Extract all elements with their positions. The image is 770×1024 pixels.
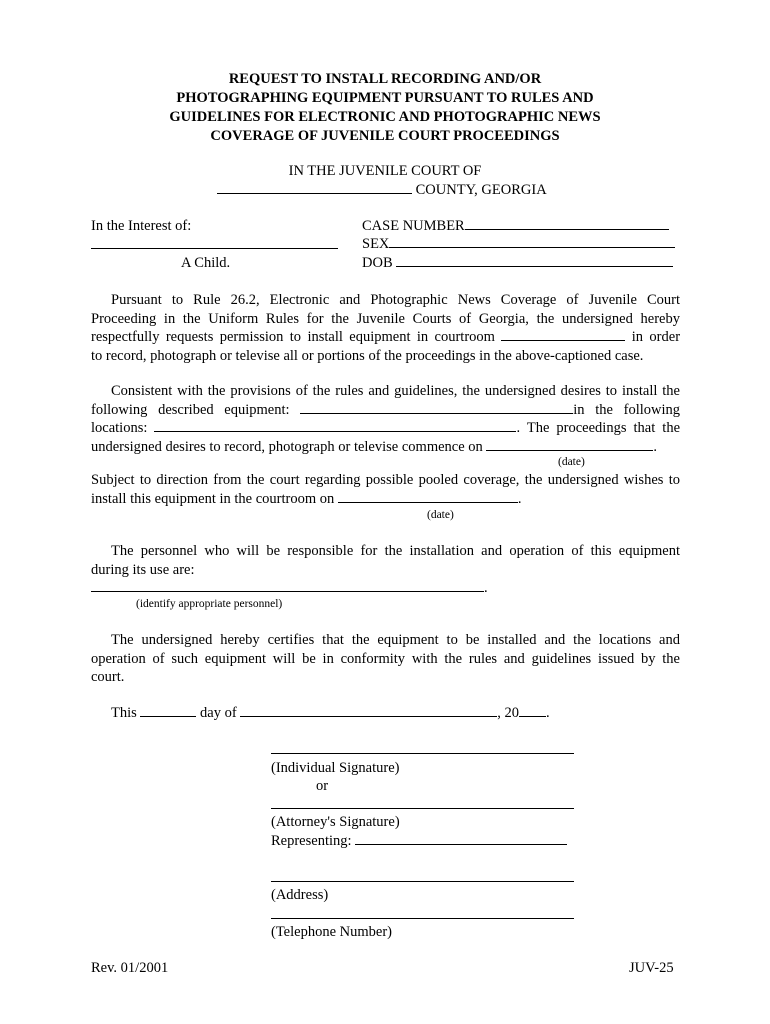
- para2-line-1: Consistent with the provisions of the rules and guidelines, the undersigned desires to install the: [111, 383, 680, 399]
- sex-label: SEX: [362, 236, 390, 252]
- form-id-label: JUV-25: [629, 960, 674, 976]
- month-blank[interactable]: [240, 705, 497, 717]
- paragraph-personnel: [91, 542, 680, 598]
- county-line: [217, 182, 547, 199]
- case-number-blank[interactable]: [465, 218, 669, 230]
- para3-line-3: .: [91, 579, 680, 598]
- form-title-line-3: GUIDELINES FOR ELECTRONIC AND PHOTOGRAPHIC NEWS: [169, 109, 601, 125]
- individual-signature-label: (Individual Signature): [271, 760, 400, 776]
- para2-line-2: following described equipment: in the following: [91, 401, 680, 418]
- revision-label: Rev. 01/2001: [91, 960, 169, 976]
- personnel-hint: (identify appropriate personnel): [136, 598, 283, 610]
- form-title-line-4: COVERAGE OF JUVENILE COURT PROCEEDINGS: [210, 128, 560, 144]
- case-number-label: CASE NUMBER: [362, 218, 465, 234]
- para1-line-2: Proceeding in the Uniform Rules for the Juvenile Courts of Georgia, the undersigned hereby: [91, 310, 680, 327]
- dateline-day-of: day of: [200, 705, 237, 721]
- para2-line-5: Subject to direction from the court regarding possible pooled coverage, the undersigned wishes to: [91, 472, 680, 488]
- locations-blank[interactable]: [154, 420, 516, 432]
- representing-blank[interactable]: [355, 833, 567, 845]
- commence-date-blank[interactable]: [486, 439, 653, 451]
- representing-label: Representing:: [271, 833, 352, 849]
- interest-label: In the Interest of:: [91, 218, 192, 234]
- para3-line-1: The personnel who will be responsible for the installation and operation of this equipment: [111, 543, 680, 559]
- para3-line-2: during its use are:: [91, 561, 195, 578]
- year-blank[interactable]: [519, 705, 546, 717]
- date-hint-2: (date): [427, 509, 454, 521]
- sex-blank[interactable]: [389, 236, 675, 248]
- child-label: A Child.: [181, 255, 231, 271]
- para2-line-6: install this equipment in the courtroom on .: [91, 490, 522, 507]
- dateline-year-prefix: , 20: [497, 705, 520, 721]
- paragraph-pooled-coverage: [91, 471, 680, 508]
- county-blank[interactable]: [217, 182, 412, 194]
- para1-line-3: respectfully requests permission to install equipment in courtroom in order: [91, 329, 681, 345]
- case-number-field: [362, 218, 669, 235]
- representing-field: [271, 833, 567, 850]
- attorney-signature-label: (Attorney's Signature): [271, 814, 400, 830]
- para4-line-1: The undersigned hereby certifies that the equipment to be installed and the locations and: [111, 632, 680, 648]
- individual-signature-line[interactable]: [271, 753, 574, 754]
- para1-line-4: to record, photograph or televise all or portions of the proceedings in the above-captioned case.: [91, 347, 644, 364]
- para4-line-2: operation of such equipment will be in conformity with the rules and guidelines issued by the: [91, 650, 680, 667]
- paragraph-equipment: [91, 382, 680, 456]
- para1-line-1: Pursuant to Rule 26.2, Electronic and Photographic News Coverage of Juvenile Court: [111, 292, 680, 308]
- court-heading: IN THE JUVENILE COURT OF: [288, 163, 482, 179]
- county-suffix: COUNTY, GEORGIA: [415, 182, 547, 198]
- form-title-line-2: PHOTOGRAPHING EQUIPMENT PURSUANT TO RULES AND: [176, 90, 594, 106]
- or-label: or: [316, 778, 329, 794]
- dateline-this: This: [111, 705, 137, 721]
- sex-field: [362, 236, 675, 253]
- child-name-blank[interactable]: [91, 248, 338, 249]
- dob-field: [362, 255, 673, 272]
- telephone-label: (Telephone Number): [271, 924, 392, 940]
- equipment-blank[interactable]: [300, 402, 573, 414]
- form-title-line-1: REQUEST TO INSTALL RECORDING AND/OR: [228, 71, 542, 87]
- para2-line-3: locations: . The proceedings that the: [91, 420, 681, 436]
- dateline: This day of , 20 .: [111, 705, 550, 721]
- address-label: (Address): [271, 887, 329, 903]
- dob-blank[interactable]: [396, 255, 673, 267]
- paragraph-certification: [91, 631, 680, 687]
- courtroom-blank[interactable]: [501, 329, 625, 341]
- personnel-blank[interactable]: [91, 580, 484, 592]
- paragraph-rule-request: [91, 291, 680, 365]
- telephone-line[interactable]: [271, 918, 574, 919]
- day-blank[interactable]: [140, 705, 196, 717]
- para2-line-4: undersigned desires to record, photograph or televise commence on .: [91, 438, 658, 455]
- address-line[interactable]: [271, 881, 574, 882]
- attorney-signature-line[interactable]: [271, 808, 574, 809]
- date-hint-1: (date): [558, 456, 585, 468]
- install-date-blank[interactable]: [338, 491, 518, 503]
- para4-line-3: court.: [91, 669, 125, 685]
- dob-label: DOB: [362, 255, 393, 271]
